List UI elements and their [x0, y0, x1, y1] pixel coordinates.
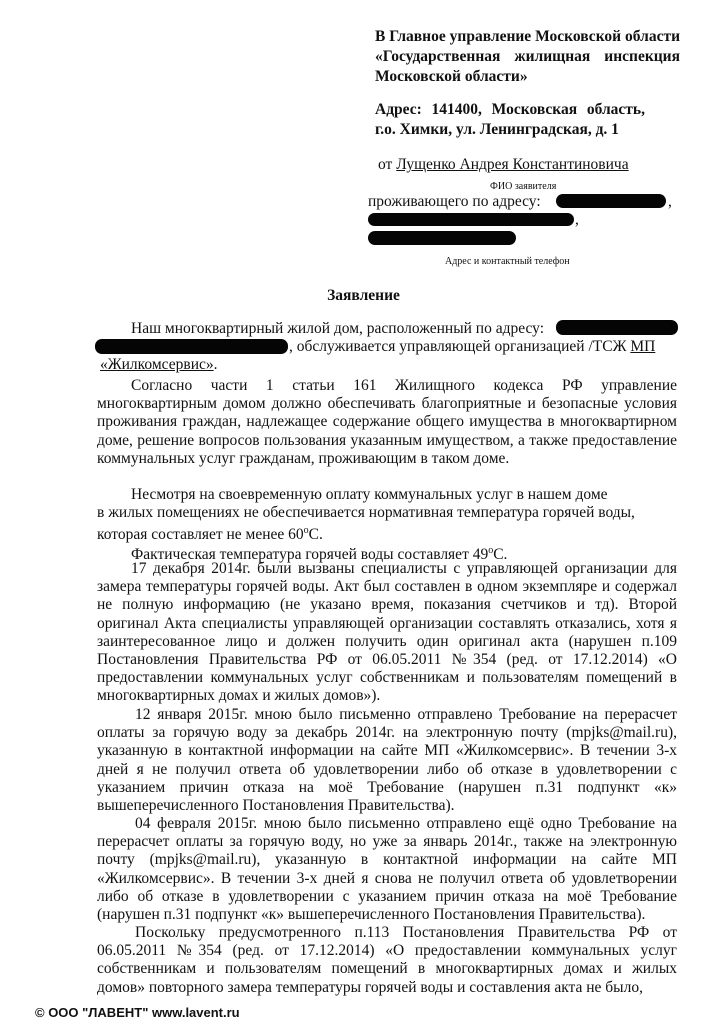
p3-line-3-unit: С. — [308, 526, 323, 544]
paragraph-feb-04: 04 февраля 2015г. мною было письменно отправлено ещё одно Требование на перерасчет оплаты за горячую воду, но уже за январь 2014г., также на электронную почту (mpjks@mail.ru), указанную в контактной информации на сайте МП «Жилкомсервис». В течении 3-х дней я снова не получил ответа об удовлетворении либо об отказе в удовлетворении с указанием причин отказа на моё Требование (нарушен п.31 подпункт «к» вышеперечисленного Постановления Правительства). — [97, 815, 677, 924]
paragraph-jan-12: 12 января 2015г. мною было письменно отправлено Требование на перерасчет оплаты за горячую воду за декабрь 2014г. на электронную почту (mpjks@mail.ru), указанную в контактной информации на сайте МП «Жилкомсервис». В течении 3-х дней я не получил ответа об удовлетворении либо об отказе в удовлетворении с указанием причин отказа на моё Требование (нарушен п.31 подпункт «к» вышеперечисленного Постановления Правительства). — [97, 706, 677, 815]
p1-org-name: «Жилкомсервис» — [100, 356, 214, 373]
residing-comma: , — [668, 193, 672, 210]
p3-line-3 — [97, 522, 323, 544]
p1-mid-text: , обслуживается управляющей организацией /ТСЖ — [289, 338, 627, 355]
paragraph-law-reference: Согласно части 1 статьи 161 Жилищного кодекса РФ управление многоквартирным домом должно обеспечивать благоприятные и безопасные условия проживания граждан, надлежащее содержание общего имущества в многоквартирном доме, решение вопросов пользования указанным имуществом, а также предоставление коммунальных услуг гражданам, проживающим в таком доме. — [97, 377, 677, 467]
degree-sup-2: о — [488, 545, 494, 556]
p1-org-line — [100, 356, 218, 374]
redacted-building-address-2 — [95, 339, 288, 354]
address-caption: Адрес и контактный телефон — [445, 256, 570, 267]
p1-org-short: МП — [630, 338, 656, 355]
degree-sup: о — [303, 525, 309, 536]
paragraph-since: Поскольку предусмотренного п.113 Постановления Правительства РФ от 06.05.2011 №354 (ред. от 17.12.2014) «О предоставлении коммунальных услуг собственникам и пользователям помещений в многоквартирных домах и жилых домов» повторного замера температуры горячей воды и составления акта не было, — [97, 924, 677, 996]
applicant-name: Лущенко Андрея Константиновича — [396, 156, 629, 173]
p3-line-3-text: которая составляет не менее 60 — [97, 526, 304, 544]
p3-line-1: Несмотря на своевременную оплату коммунальных услуг в нашем доме — [131, 486, 608, 503]
redacted-address-2 — [368, 213, 574, 226]
recipient-block: В Главное управление Московской области «Государственная жилищная инспекция Московской области» — [375, 28, 680, 85]
p1-end: . — [213, 356, 218, 373]
from-line — [378, 156, 629, 174]
paragraph-dec-17: 17 декабря 2014г. были вызваны специалисты с управляющей организации для замера температуры горячей воды. Акт был составлен в одном экземпляре и содержал не полную информацию (не указано время, показания счетчиков и тд). Второй оригинал Акта специалисты управляющей организации составлять отказались, хотя я заинтересованное лицо и должен получить один оригинал акта (нарушен п.109 Постановления Правительства РФ от 06.05.2011 №354 (ред. от 17.12.2014) «О предоставлении коммунальных услуг собственникам и пользователям помещений в многоквартирных домах и жилых домов»). — [97, 560, 677, 705]
from-prefix: от — [378, 156, 393, 173]
recipient-address: Адрес: 141400, Московская область, г.о. Химки, ул. Ленинградская, д. 1 — [375, 101, 645, 138]
redacted-building-address-1 — [556, 320, 678, 335]
p4-unit: С. — [493, 546, 508, 564]
redacted-address-1 — [556, 194, 666, 208]
fio-caption: ФИО заявителя — [490, 181, 557, 192]
residing-comma-2: , — [575, 211, 579, 228]
residing-label: проживающего по адресу: — [368, 193, 541, 210]
p3-line-2: в жилых помещениях не обеспечивается нормативная температура горячей воды, — [97, 504, 635, 521]
redacted-phone — [368, 231, 516, 245]
p4-text: Фактическая температура горячей воды составляет 49 — [131, 546, 489, 564]
p1-start: Наш многоквартирный жилой дом, расположенный по адресу: — [131, 320, 545, 337]
document-title: Заявление — [327, 287, 400, 304]
copyright-footer: © ООО "ЛАВЕНТ" www.lavent.ru — [35, 1005, 240, 1020]
p1-middle — [289, 338, 655, 356]
